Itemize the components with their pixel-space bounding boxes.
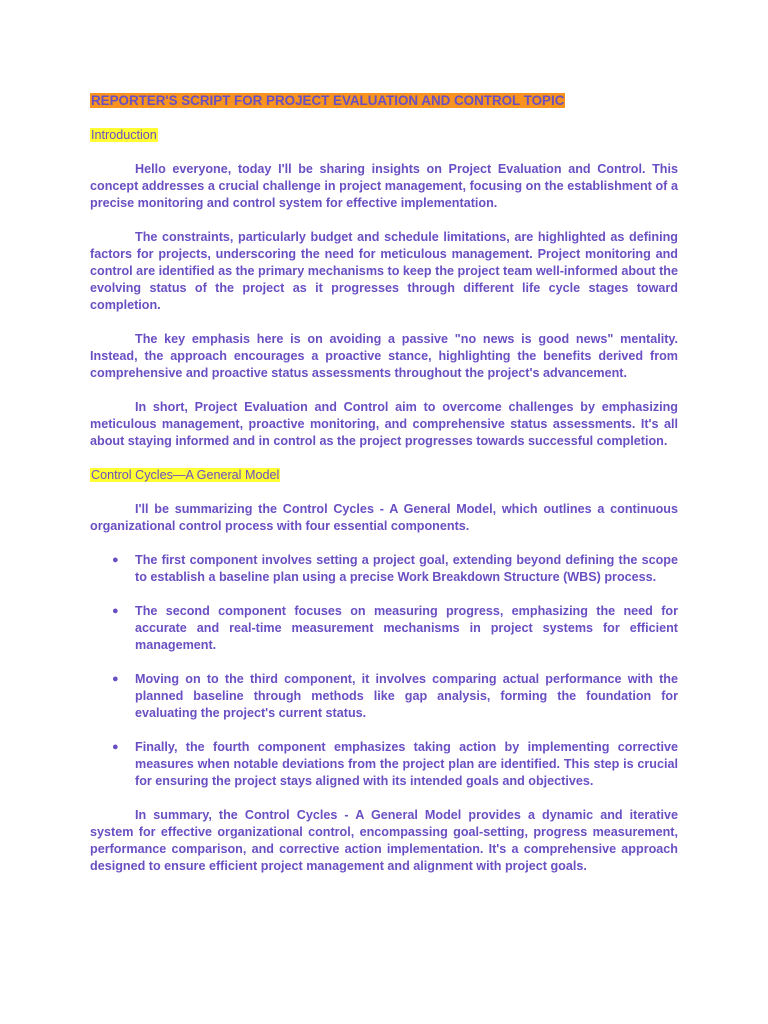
list-item-text: Moving on to the third component, it involves comparing actual performance with the planned baseline through methods like gap analysis, forming the foundation for evaluating the project's current status. bbox=[135, 672, 678, 720]
section-heading-introduction-text: Introduction bbox=[91, 128, 157, 142]
intro-paragraph-2: The constraints, particularly budget and schedule limitations, are highlighted as defining factors for projects, underscoring the need for meticulous management. Project monitoring and control are identified as the primary mechanisms to keep the project team well-informed about the evolving status of the project as it progresses through different life cycle stages toward completion. bbox=[90, 230, 678, 312]
list-item bbox=[90, 603, 678, 654]
bullet-icon: ● bbox=[112, 605, 119, 617]
list-item bbox=[90, 552, 678, 586]
list-item-text: The first component involves setting a project goal, extending beyond defining the scope to establish a baseline plan using a precise Work Breakdown Structure (WBS) process. bbox=[135, 553, 678, 584]
list-item-text: The second component focuses on measuring progress, emphasizing the need for accurate and real-time measurement mechanisms in project systems for efficient management. bbox=[135, 604, 678, 652]
section-heading-control-cycles-text: Control Cycles—A General Model bbox=[91, 468, 280, 482]
control-cycles-intro: I'll be summarizing the Control Cycles - A General Model, which outlines a continuous organizational control process with four essential components. bbox=[90, 502, 678, 533]
intro-paragraph-4: In short, Project Evaluation and Control aim to overcome challenges by emphasizing meticulous management, proactive monitoring, and comprehensive status assessments. It's all about staying informed and in control as the project progresses towards successful completion. bbox=[90, 400, 678, 448]
section-heading-control-cycles bbox=[90, 467, 678, 484]
document-title bbox=[90, 92, 678, 110]
list-item bbox=[90, 739, 678, 790]
bullet-icon: ● bbox=[112, 741, 119, 753]
section-heading-introduction bbox=[90, 127, 678, 144]
bullet-icon: ● bbox=[112, 554, 119, 566]
document-title-text: REPORTER'S SCRIPT FOR PROJECT EVALUATION AND CONTROL TOPIC bbox=[91, 93, 565, 108]
component-list bbox=[90, 552, 678, 790]
intro-paragraph-3: The key emphasis here is on avoiding a passive "no news is good news" mentality. Instead, the approach encourages a proactive stance, highlighting the benefits derived from comprehensive and proactive status assessments throughout the project's advancement. bbox=[90, 332, 678, 380]
intro-paragraph-1: Hello everyone, today I'll be sharing insights on Project Evaluation and Control. This concept addresses a crucial challenge in project management, focusing on the establishment of a precise monitoring and control system for effective implementation. bbox=[90, 162, 678, 210]
list-item bbox=[90, 671, 678, 722]
bullet-icon: ● bbox=[112, 673, 119, 685]
control-cycles-summary: In summary, the Control Cycles - A General Model provides a dynamic and iterative system for effective organizational control, encompassing goal-setting, progress measurement, performance comparison, and corrective action implementation. It's a comprehensive approach designed to ensure efficient project management and alignment with project goals. bbox=[90, 808, 678, 873]
list-item-text: Finally, the fourth component emphasizes taking action by implementing corrective measures when notable deviations from the project plan are identified. This step is crucial for ensuring the project stays aligned with its intended goals and objectives. bbox=[135, 740, 678, 788]
